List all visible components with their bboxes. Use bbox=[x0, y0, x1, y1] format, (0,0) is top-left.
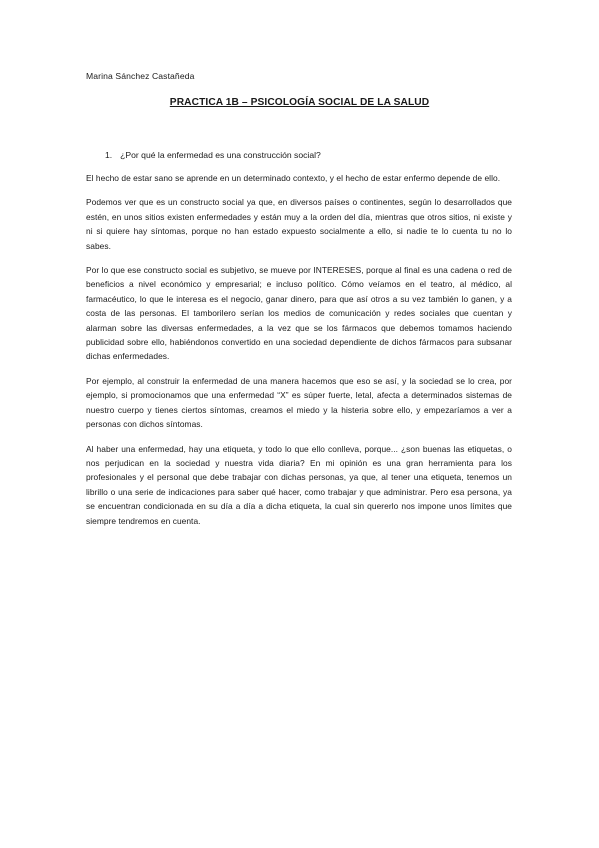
paragraph-1: El hecho de estar sano se aprende en un determinado contexto, y el hecho de estar enfermo depende de ello. bbox=[86, 173, 501, 183]
page-title: PRACTICA 1B – PSICOLOGÍA SOCIAL DE LA SALUD bbox=[169, 97, 430, 108]
question-text: ¿Por qué la enfermedad es una construcción social? bbox=[120, 150, 321, 160]
question-number: 1. bbox=[105, 150, 113, 160]
answer-body bbox=[86, 171, 512, 538]
paragraph-5: Al haber una enfermedad, hay una etiqueta, y todo lo que ello conlleva, porque... ¿son buenas las etiquetas, o nos perjudican en la sociedad y nuestra vida diaria? En mi opinión es una gran herramienta para los profesionales y el personal que debe trabajar con dichas personas, ya que, al tener una etiqueta, tenemos un librillo o una serie de indicaciones para saber qué hacer, como trabajar y que administrar. Pero esa persona, ya se encuentran condicionada en su día a día a dicha etiqueta, la cual sin quererlo nos impone unos límites que siempre tendremos en cuenta. bbox=[86, 443, 512, 526]
question-item bbox=[105, 150, 321, 160]
author-name: Marina Sánchez Castañeda bbox=[86, 71, 195, 81]
paragraph-4: Por ejemplo, al construir la enfermedad de una manera hacemos que eso se así, y la sociedad se lo crea, por ejemplo, si promocionamos que una enfermedad “X” es súper fuerte, letal, afecta a determinados sistemas de nuestro cuerpo y tienes ciertos síntomas, creamos el miedo y la histeria sobre ello, y empezaríamos a ver a personas con dichos síntomas. bbox=[86, 375, 512, 430]
paragraph-3: Por lo que ese constructo social es subjetivo, se mueve por INTERESES, porque al final es una cadena o red de beneficios a nivel económico y empresarial; e incluso político. Cómo veíamos en el teatro, al médico, al farmacéutico, lo que le interesa es el negocio, ganar dinero, para que así otros a su vez también lo ganen, y a costa de las personas. El tamborilero serían los medios de comunicación y redes sociales que cuentan y alarman sobre las diversas enfermedades, a la vez que se los fármacos que debemos tomamos haciendo publicidad sobre ello, habiéndonos convertido en una sociedad dependiente de dichos fármacos para subsanar dichas enfermedades. bbox=[86, 265, 512, 362]
paragraph-2: Podemos ver que es un constructo social ya que, en diversos países o continentes, según lo desarrollados que estén, en unos sitios existen enfermedades y están muy a la orden del día, mientras que otros sitios, ni existe y ni si quiere hay síntomas, porque no han estado expuesto socialmente a ello, si nadie te lo cuenta tu no lo sabes. bbox=[86, 197, 512, 251]
